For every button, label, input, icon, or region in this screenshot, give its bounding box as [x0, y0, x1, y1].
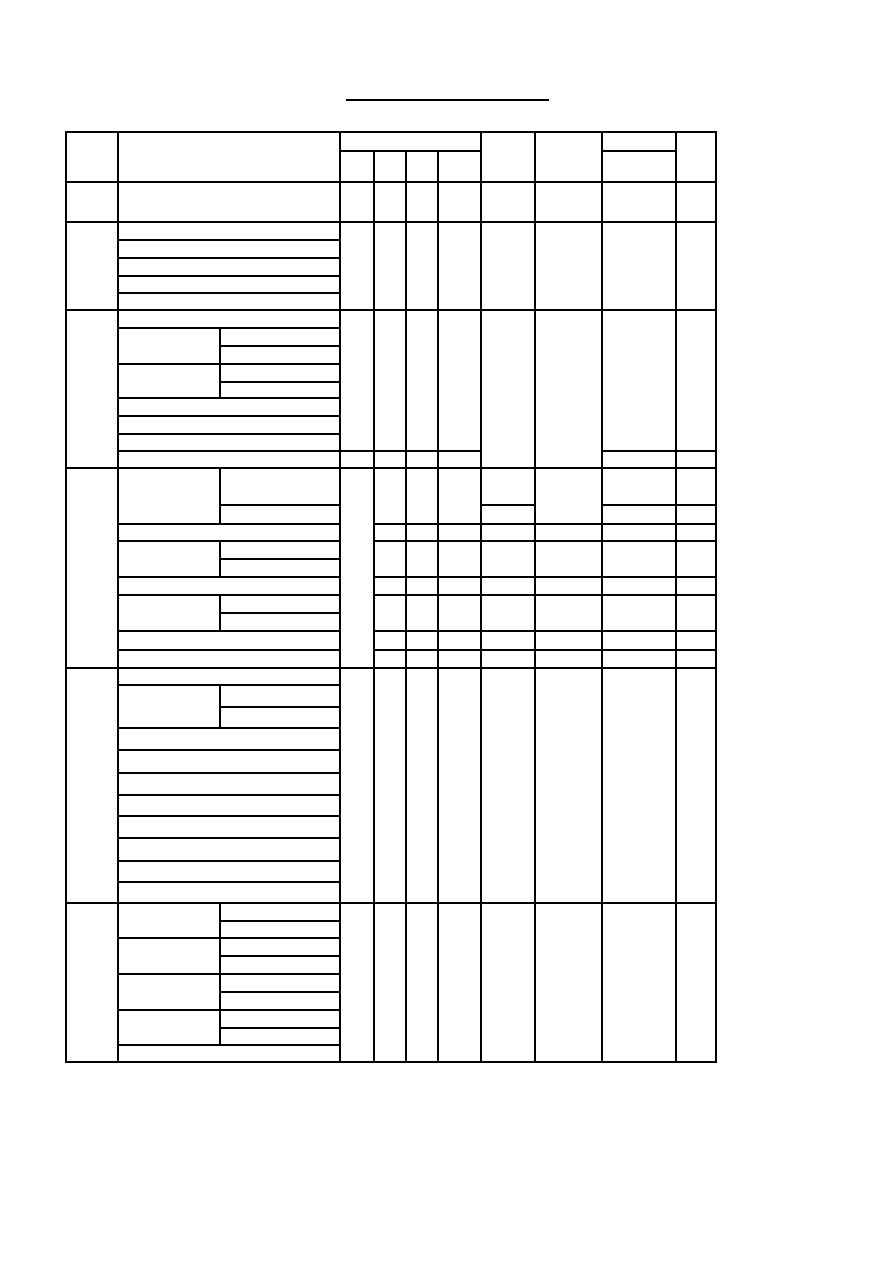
- table-grid-line-v: [373, 150, 375, 1063]
- table-grid-line-h: [117, 649, 341, 651]
- table-grid-line-h: [480, 504, 536, 506]
- table-grid-line-h: [601, 450, 717, 452]
- table-grid-line-h: [117, 450, 482, 452]
- table-grid-line-v: [219, 467, 221, 525]
- table-grid-line-h: [117, 415, 341, 417]
- table-grid-line-h: [117, 727, 341, 729]
- table-grid-line-v: [219, 684, 221, 729]
- table-grid-line-h: [65, 667, 717, 669]
- table-grid-line-h: [373, 630, 717, 632]
- table-grid-line-v: [219, 594, 221, 632]
- table-grid-line-h: [117, 860, 341, 862]
- table-grid-line-h: [117, 594, 341, 596]
- table-grid-line-v: [219, 540, 221, 578]
- table-grid-line-h: [219, 345, 341, 347]
- table-grid-line-h: [117, 523, 341, 525]
- table-grid-line-h: [117, 433, 341, 435]
- table-grid-line-h: [65, 221, 717, 223]
- table-grid-line-h: [117, 937, 341, 939]
- table-grid-line-h: [117, 257, 341, 259]
- table-grid-line-h: [219, 558, 341, 560]
- table-grid-line-h: [117, 239, 341, 241]
- table-grid-line-h: [117, 363, 341, 365]
- table-grid-line-v: [715, 131, 717, 1063]
- table-grid-line-h: [65, 902, 717, 904]
- table-grid-line-h: [601, 504, 717, 506]
- table-grid-line-h: [65, 467, 717, 469]
- table-grid-line-h: [117, 292, 341, 294]
- table-grid-line-v: [601, 131, 603, 1063]
- table-grid-line-h: [117, 327, 341, 329]
- table-grid-line-h: [117, 837, 341, 839]
- table-grid-line-v: [219, 902, 221, 1046]
- table-grid-line-h: [373, 594, 717, 596]
- table-grid-line-v: [675, 131, 677, 1063]
- table-grid-line-h: [117, 684, 341, 686]
- table-grid-line-h: [601, 150, 677, 152]
- table-grid-line-v: [405, 150, 407, 1063]
- table-grid-line-h: [117, 881, 341, 883]
- table-grid-line-h: [373, 540, 717, 542]
- table-grid-line-h: [65, 1061, 717, 1063]
- table-grid-line-v: [534, 131, 536, 1063]
- table-grid-line-v: [219, 327, 221, 399]
- table-grid-line-h: [117, 772, 341, 774]
- table-grid-line-h: [219, 706, 341, 708]
- table-grid-line-h: [117, 794, 341, 796]
- table-grid-line-h: [65, 131, 717, 133]
- table-grid-line-h: [219, 504, 341, 506]
- table-grid-line-h: [373, 649, 717, 651]
- table-grid-line-h: [117, 749, 341, 751]
- table-grid-line-v: [480, 131, 482, 1063]
- table-grid-line-h: [117, 973, 341, 975]
- table-grid-line-h: [373, 523, 717, 525]
- table-grid-line-h: [117, 576, 341, 578]
- table-grid-line-h: [117, 815, 341, 817]
- table-grid-line-h: [117, 1044, 341, 1046]
- table-grid-line-h: [117, 540, 341, 542]
- table-grid-line-h: [65, 181, 717, 183]
- table-grid-line-h: [373, 576, 717, 578]
- table-grid-line-v: [65, 131, 67, 1063]
- table-grid-line-h: [219, 612, 341, 614]
- table-grid-line-v: [117, 131, 119, 1063]
- table-grid-line-h: [339, 150, 482, 152]
- table-grid-line-h: [65, 309, 717, 311]
- table-grid-line-h: [219, 1027, 341, 1029]
- table-grid-line-h: [219, 955, 341, 957]
- table-grid-line-h: [219, 991, 341, 993]
- table-grid-line-v: [437, 150, 439, 1063]
- table-grid-line-h: [117, 630, 341, 632]
- table-grid-line-h: [117, 1009, 341, 1011]
- table-grid-line-h: [219, 920, 341, 922]
- table-grid-line-h: [117, 275, 341, 277]
- table-grid-line-h: [219, 381, 341, 383]
- table-grid-line-v: [339, 131, 341, 1063]
- table-grid-line-h: [117, 397, 341, 399]
